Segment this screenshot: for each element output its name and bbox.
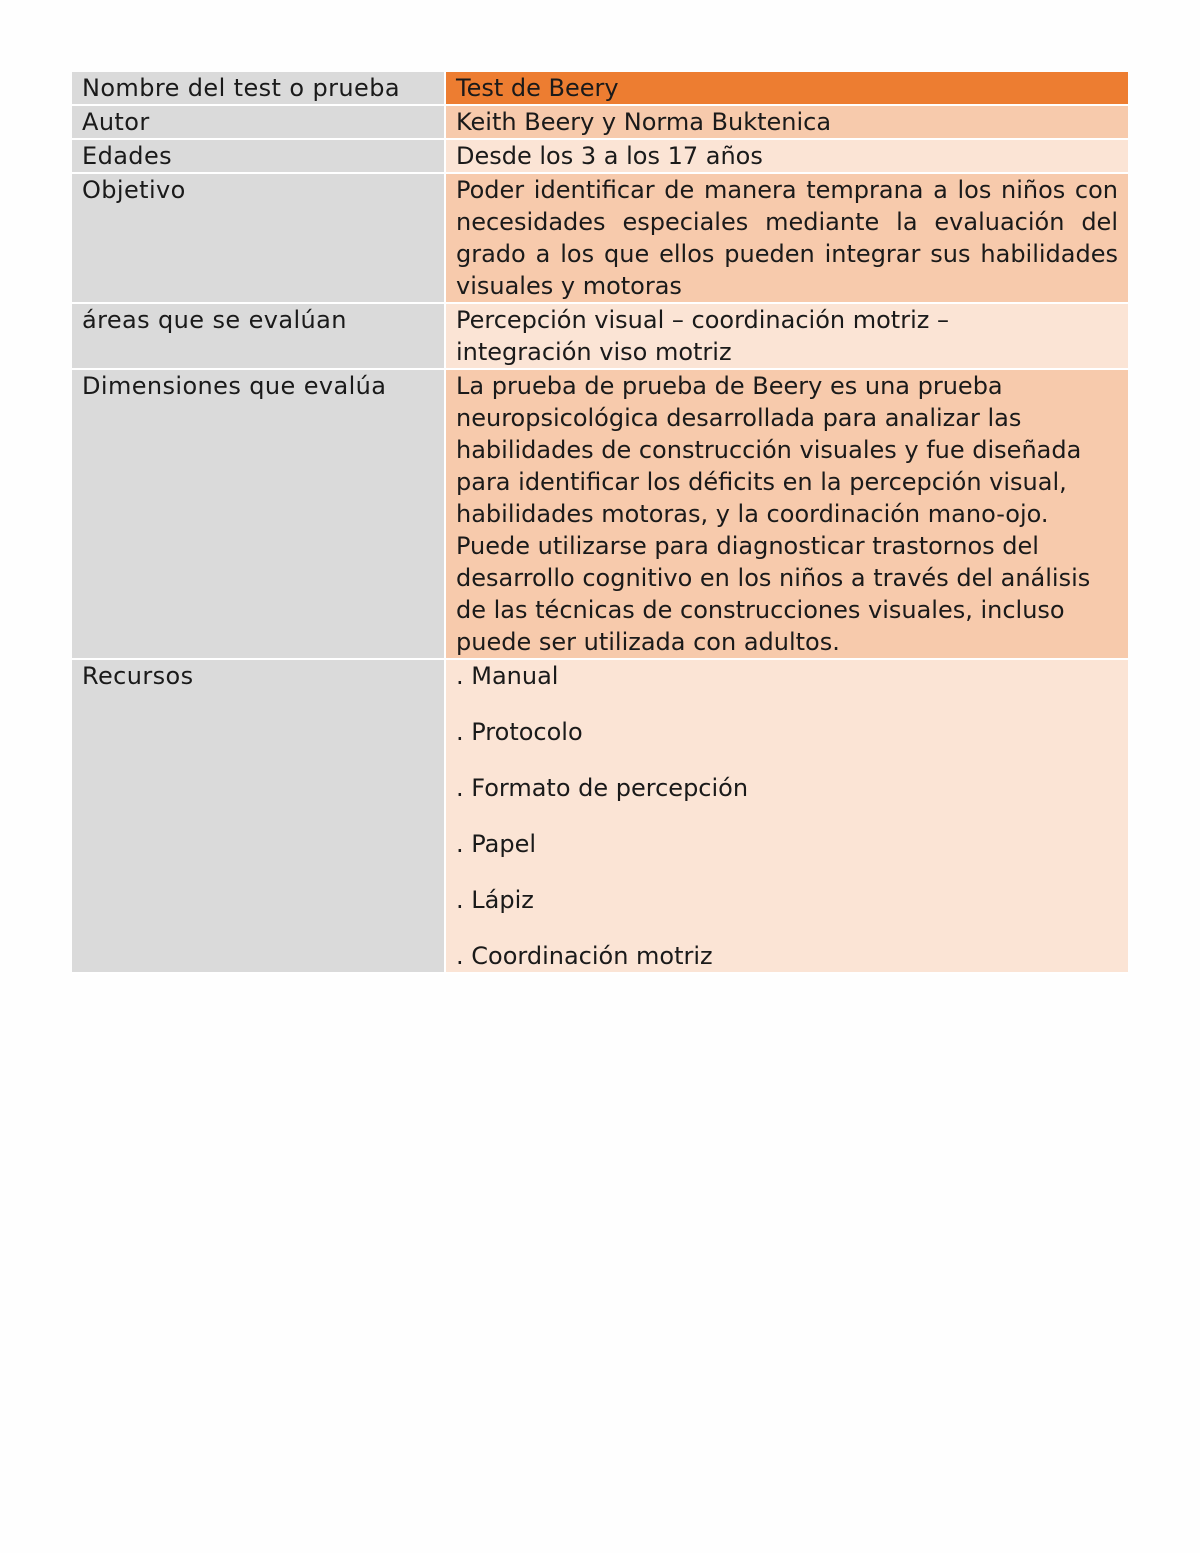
- test-info-table: [72, 72, 1128, 974]
- value-objective: Poder identificar de manera temprana a los niños con necesidades especiales mediante la evaluación del grado a los que ellos pueden integrar sus habilidades visuales y motoras: [446, 174, 1128, 304]
- row-dimensions: [72, 370, 1128, 660]
- resource-item: . Coordinación motriz: [456, 942, 713, 970]
- areas-line-2: integración viso motriz: [456, 338, 732, 366]
- areas-line-1: Percepción visual – coordinación motriz –: [456, 306, 949, 334]
- value-areas: [446, 304, 1128, 370]
- value-dimensions: [446, 370, 1128, 660]
- dimensions-paragraph-1: La prueba de prueba de Beery es una prueba neuropsicológica desarrollada para analizar las habilidades de construcción visuales y fue diseñada para identificar los déficits en la percepción visual, habilidades motoras, y la coordinación mano-ojo.: [456, 372, 1082, 528]
- label-dimensions: Dimensiones que evalúa: [72, 370, 446, 660]
- row-resources: [72, 660, 1128, 974]
- resource-item: . Papel: [456, 830, 537, 858]
- resource-item: . Lápiz: [456, 886, 534, 914]
- resource-item: . Protocolo: [456, 718, 583, 746]
- label-objective: Objetivo: [72, 174, 446, 304]
- value-test-name: Test de Beery: [446, 72, 1128, 106]
- value-resources: [446, 660, 1128, 974]
- value-ages: Desde los 3 a los 17 años: [446, 140, 1128, 174]
- label-ages: Edades: [72, 140, 446, 174]
- value-author: Keith Beery y Norma Buktenica: [446, 106, 1128, 140]
- label-test-name: Nombre del test o prueba: [72, 72, 446, 106]
- label-author: Autor: [72, 106, 446, 140]
- row-ages: [72, 140, 1128, 174]
- label-resources: Recursos: [72, 660, 446, 974]
- row-objective: [72, 174, 1128, 304]
- row-areas: [72, 304, 1128, 370]
- resource-item: . Formato de percepción: [456, 774, 749, 802]
- row-test-name: [72, 72, 1128, 106]
- resource-item: . Manual: [456, 662, 559, 690]
- label-areas: áreas que se evalúan: [72, 304, 446, 370]
- row-author: [72, 106, 1128, 140]
- dimensions-paragraph-2: Puede utilizarse para diagnosticar trastornos del desarrollo cognitivo en los niños a través del análisis de las técnicas de construcciones visuales, incluso puede ser utilizada con adultos.: [456, 532, 1091, 656]
